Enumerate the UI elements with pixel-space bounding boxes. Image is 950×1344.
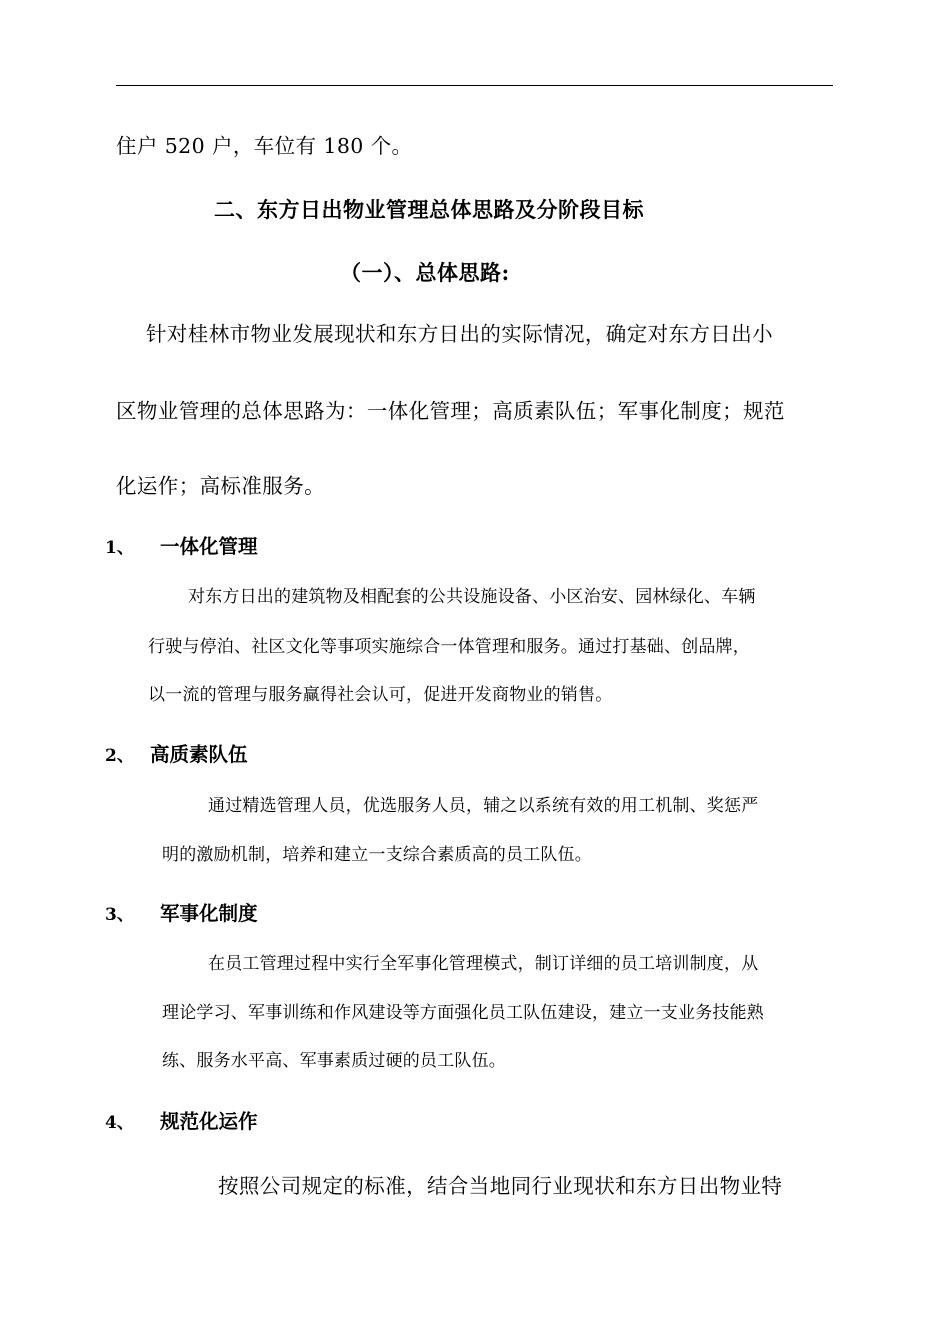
item-number: 3、 [105, 905, 134, 925]
intro-line: 住户 520 户，车位有 180 个。 [116, 134, 413, 158]
item-line: 练、服务水平高、军事素质过硬的员工队伍。 [162, 1051, 506, 1071]
item-line: 理论学习、军事训练和作风建设等方面强化员工队伍建设，建立一支业务技能熟 [162, 1003, 764, 1023]
item-number: 2、 [105, 746, 134, 766]
item-title: 高质素队伍 [150, 743, 248, 766]
item-title: 军事化制度 [160, 902, 258, 925]
item-line: 在员工管理过程中实行全军事化管理模式，制订详细的员工培训制度，从 [208, 954, 759, 974]
header-rule [116, 85, 833, 86]
overview-line: 区物业管理的总体思路为：一体化管理；高质素队伍；军事化制度；规范 [116, 399, 785, 423]
item-line: 按照公司规定的标准，结合当地同行业现状和东方日出物业特 [218, 1174, 783, 1198]
item-line: 对东方日出的建筑物及相配套的公共设施设备、小区治安、园林绿化、车辆 [188, 587, 756, 607]
section-title: 二、东方日出物业管理总体思路及分阶段目标 [214, 197, 644, 222]
item-line: 通过精选管理人员，优选服务人员，辅之以系统有效的用工机制、奖惩严 [208, 796, 759, 816]
item-line: 以一流的管理与服务赢得社会认可，促进开发商物业的销售。 [148, 685, 613, 705]
item-number: 1、 [105, 538, 134, 558]
item-line: 明的激励机制，培养和建立一支综合素质高的员工队伍。 [162, 845, 592, 865]
overview-line: 化运作；高标准服务。 [116, 474, 325, 498]
item-title: 一体化管理 [160, 535, 258, 558]
item-title: 规范化运作 [160, 1110, 258, 1133]
overview-line: 针对桂林市物业发展现状和东方日出的实际情况，确定对东方日出小 [146, 322, 773, 346]
item-line: 行驶与停泊、社区文化等事项实施综合一体管理和服务。通过打基础、创品牌， [148, 637, 750, 657]
subsection-title: （一）、总体思路: [340, 260, 510, 285]
item-number: 4、 [105, 1113, 134, 1133]
